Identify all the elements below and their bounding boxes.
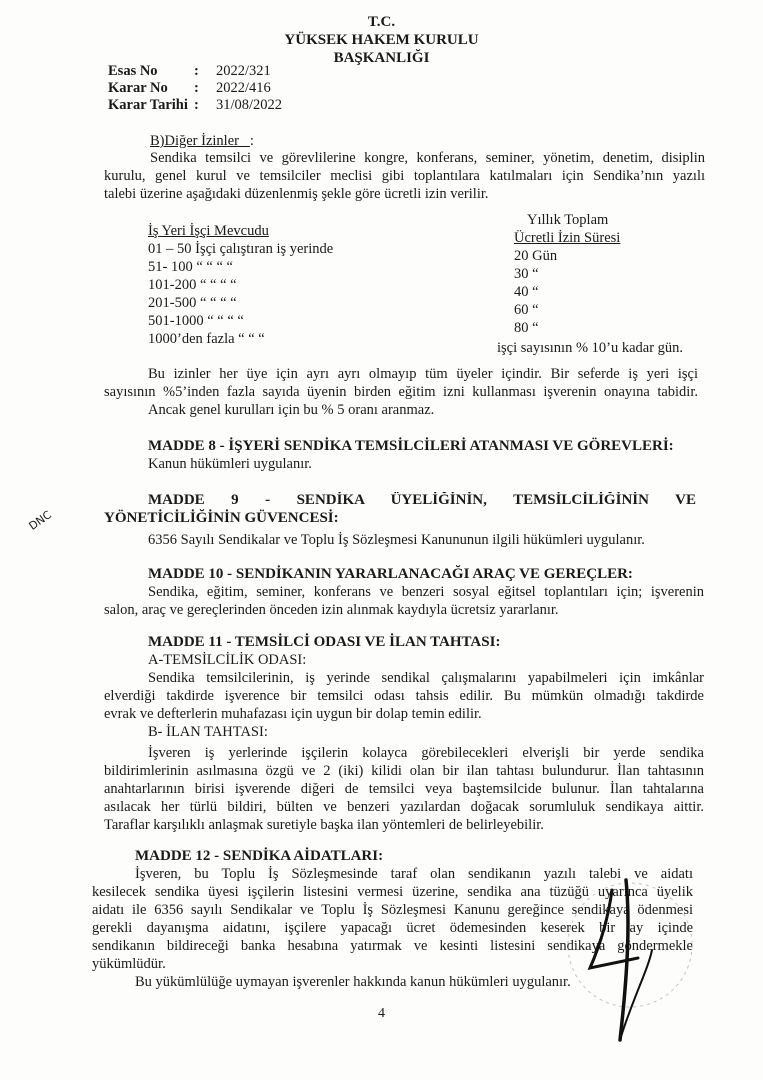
karar-row: [108, 80, 271, 97]
tarih-label: Karar Tarihi: [108, 97, 188, 113]
table-right-row-6: işçi sayısının % 10’u kadar gün.: [497, 340, 684, 356]
madde12-line6: yükümlüdür.: [92, 956, 166, 972]
madde9-title-line2: YÖNETİCİLİĞİNİN GÜVENCESİ:: [104, 510, 339, 526]
table-left-header: İş Yeri İşçi Mevcudu: [148, 223, 269, 239]
karar-label: Karar No: [108, 80, 168, 96]
izinler-p1-line3: talebi üzerine aşağıdaki düzenlenmiş şekle göre ücretli izin verilir.: [104, 186, 489, 202]
esas-label: Esas No: [108, 63, 158, 79]
madde11-title: MADDE 11 - TEMSİLCİ ODASI VE İLAN TAHTASI:: [148, 634, 501, 650]
madde11-a-line3: evrak ve defterlerin muhafazası için uygun bir dolap temin edilir.: [104, 706, 482, 722]
table-left-row-4: 201-500 “ “ “ “: [148, 295, 237, 311]
madde11-a-line1: Sendika temsilcilerinin, iş yerinde sendikal çalışmalarını yapabilmeleri için imkânlar: [148, 670, 704, 686]
madde9-title-line1: MADDE 9 - SENDİKA ÜYELİĞİNİN, TEMSİLCİLİĞİNİN VE: [148, 492, 696, 508]
header-tc: T.C.: [367, 14, 396, 30]
karar-colon: :: [194, 80, 199, 96]
header-court: YÜKSEK HAKEM KURULU: [284, 32, 479, 48]
madde9-text: 6356 Sayılı Sendikalar ve Toplu İş Sözleşmesi Kanununun ilgili hükümleri uygulanır.: [148, 532, 645, 548]
table-left-row-1: 01 – 50 İşçi çalıştıran iş yerinde: [148, 241, 334, 257]
madde10-line2: salon, araç ve gereçlerinden önceden izin alınmak kaydıyla ücretsiz yararlanır.: [104, 602, 559, 618]
madde12-line4: gerekli dayanışma aidatını, işçilere yapacağı ücret ödemesinden keserek bir ay içinde: [92, 920, 693, 936]
karar-value: 2022/416: [216, 80, 271, 96]
madde8-text: Kanun hükümleri uygulanır.: [148, 456, 312, 472]
table-right-row-1: 20 Gün: [514, 248, 558, 264]
madde12-title: MADDE 12 - SENDİKA AİDATLARI:: [135, 848, 384, 864]
izinler-title-gap: [239, 133, 250, 149]
tarih-colon: :: [194, 97, 199, 113]
table-left-row-6: 1000’den fazla “ “ “: [148, 331, 265, 347]
izinler-title: [150, 133, 254, 150]
header-office: BAŞKANLIĞI: [333, 50, 430, 66]
table-right-row-2: 30 “: [514, 266, 539, 282]
table-right-row-3: 40 “: [514, 284, 539, 300]
esas-row: [108, 63, 271, 80]
izinler-title-text: B)Diğer İzinler: [150, 133, 239, 149]
esas-colon: :: [194, 63, 199, 79]
izinler-p2-line3: Ancak genel kurulları için bu % 5 oranı aranmaz.: [148, 402, 435, 418]
madde11-b-line5: Taraflar karşılıklı anlaşmak suretiyle başka ilan yöntemleri de belirleyebilir.: [104, 817, 544, 833]
tarih-row: [108, 97, 282, 114]
izinler-p1-line2: kurulu, genel kurul ve temsilciler meclisi gibi toplantılara katılmaları için Sendika’nın yazılı: [104, 168, 705, 184]
izinler-p2-line2: sayısının %5’inden fazla sayıda üyenin birden eğitim izni kullanması işverenin onayına tabidir.: [104, 384, 698, 400]
madde11-b-line4: asılacak her türlü bildiri, bülten ve benzeri yazılardan doğacak sorumluluk sendikaya aittir.: [104, 799, 704, 815]
madde12-line2: kesilecek sendika üyesi işçilerin listesini vermesi üzerine, sendika ana tüzüğü uyarınca üyelik: [92, 884, 693, 900]
madde11-b-line3: anahtarlarının birisi işverende diğeri de temsilci veya baştemsilcide bulunur. İlan tahtalarına: [104, 781, 704, 797]
madde12-line1: İşveren, bu Toplu İş Sözleşmesinde taraf olan sendikanın yazılı talebi ve aidatı: [135, 866, 693, 882]
table-left-row-3: 101-200 “ “ “ “: [148, 277, 237, 293]
table-right-row-4: 60 “: [514, 302, 539, 318]
page-number: 4: [378, 1006, 385, 1021]
table-left-row-5: 501-1000 “ “ “ “: [148, 313, 244, 329]
madde11-b-line1: İşveren iş yerlerinde işçilerin kolayca görebilecekleri elverişli bir yerde sendika: [148, 745, 704, 761]
madde12-last: Bu yükümlülüğe uymayan işverenler hakkında kanun hükümleri uygulanır.: [135, 974, 571, 990]
madde11-a-title: A-TEMSİLCİLİK ODASI:: [148, 652, 307, 668]
tarih-value: 31/08/2022: [216, 97, 283, 113]
madde12-line3: aidatı ile 6356 sayılı Sendikalar ve Toplu İş Sözleşmesi Kanunu gereğince sendikaya ödenmesi: [92, 902, 693, 918]
margin-initials: DNC: [26, 508, 54, 533]
madde11-b-title: B- İLAN TAHTASI:: [148, 724, 268, 740]
esas-value: 2022/321: [216, 63, 271, 79]
signature-stamp: [560, 850, 710, 1060]
madde10-title: MADDE 10 - SENDİKANIN YARARLANACAĞI ARAÇ VE GEREÇLER:: [148, 566, 633, 582]
madde8-title: MADDE 8 - İŞYERİ SENDİKA TEMSİLCİLERİ ATANMASI VE GÖREVLERİ:: [148, 438, 674, 454]
madde10-line1: Sendika, eğitim, seminer, konferans ve benzeri sosyal eğitsel toplantıları için; işverenin: [148, 584, 704, 600]
izinler-p1-line1: Sendika temsilci ve görevlilerine kongre, konferans, seminer, yönetim, denetim, disiplin: [150, 150, 705, 166]
izinler-title-colon: :: [249, 133, 254, 149]
table-right-header-2: Ücretli İzin Süresi: [514, 230, 621, 246]
madde12-line5: sendikanın bildireceği banka hesabına yatırmak ve kesinti listesini sendikaya göndermekle: [92, 938, 693, 954]
madde11-b-line2: bildirimlerinin asılmasına özgü ve 2 (iki) kilidi olan bir ilan tahtası bulundurur. İlan tahtasının: [104, 763, 704, 779]
madde11-a-line2: elverdiği takdirde işverence bir temsilci odası tahsis edilir. Bu mümkün olmadığı takdirde: [104, 688, 704, 704]
izinler-p2-line1: Bu izinler her üye için ayrı ayrı olmayıp tüm üyeler içindir. Bir seferde iş yeri işçi: [148, 366, 698, 382]
table-right-header-1: Yıllık Toplam: [527, 212, 609, 228]
table-right-row-5: 80 “: [514, 320, 539, 336]
table-left-row-2: 51- 100 “ “ “ “: [148, 259, 233, 275]
